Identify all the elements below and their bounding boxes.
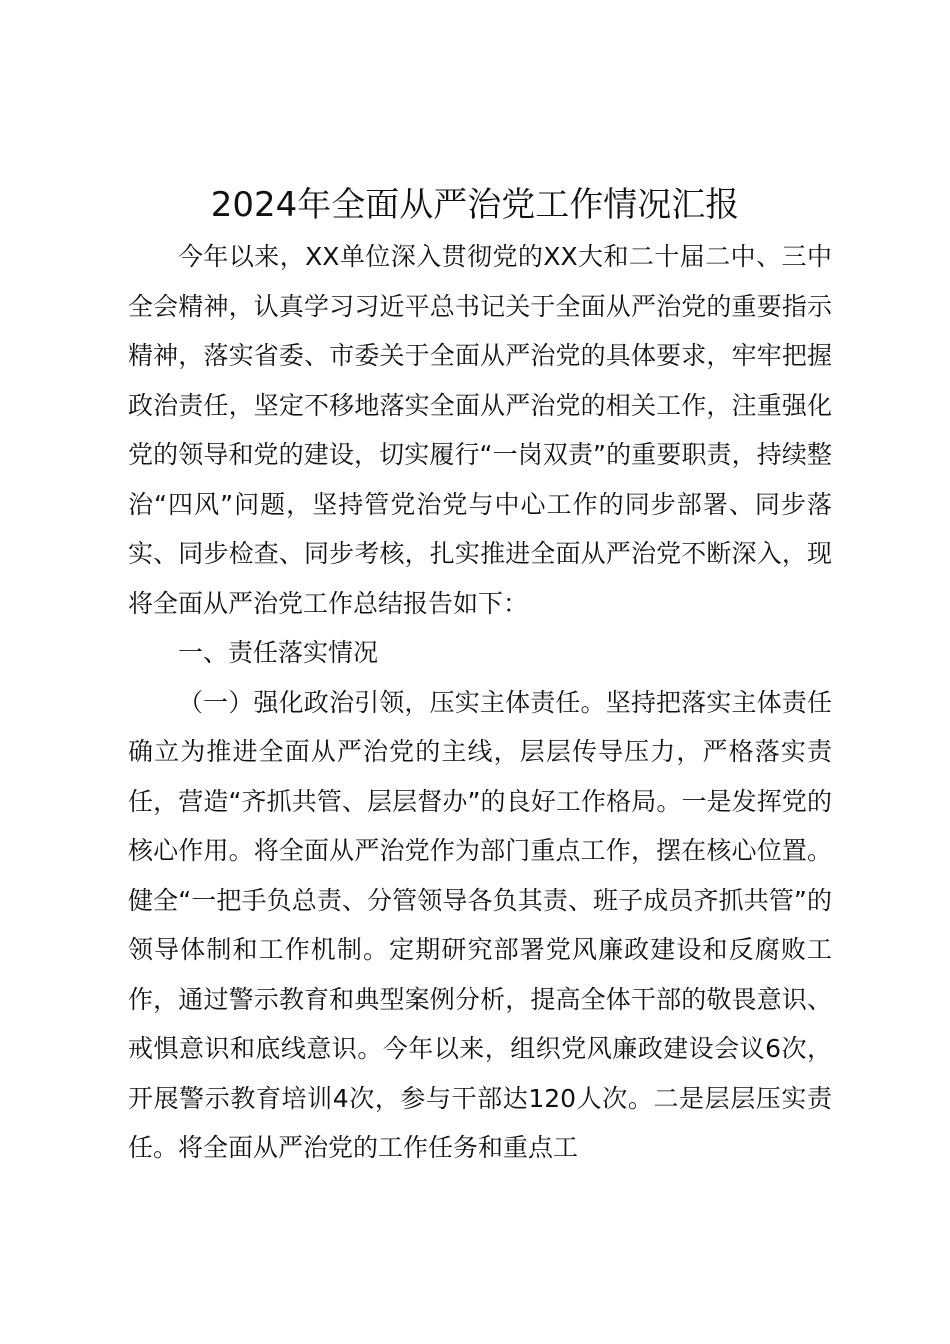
section-heading: 一、责任落实情况	[178, 638, 379, 667]
document-title: 2024年全面从严治党工作情况汇报	[210, 185, 740, 225]
document-body	[128, 232, 832, 1173]
subsection-paragraph: （一）强化政治引领，压实主体责任。坚持把落实主体责任确立为推进全面从严治党的主线，层层传导压力，严格落实责任，营造“齐抓共管、层层督办”的良好工作格局。一是发挥党的核心作用。将全面从严治党作为部门重点工作，摆在核心位置。健全“一把手负总责、分管领导各负其责、班子成员齐抓共管”的领导体制和工作机制。定期研究部署党风廉政建设和反腐败工作，通过警示教育和典型案例分析，提高全体干部的敬畏意识、戒惧意识和底线意识。今年以来，组织党风廉政建设会议6次，开展警示教育培训4次，参与干部达120人次。二是层层压实责任。将全面从严治党的工作任务和重点工	[128, 687, 832, 1162]
intro-paragraph: 今年以来，XX单位深入贯彻党的XX大和二十届二中、三中全会精神，认真学习习近平总书记关于全面从严治党的重要指示精神，落实省委、市委关于全面从严治党的具体要求，牢牢把握政治责任，坚定不移地落实全面从严治党的相关工作，注重强化党的领导和党的建设，切实履行“一岗双责”的重要职责，持续整治“四风”问题，坚持管党治党与中心工作的同步部署、同步落实、同步检查、同步考核，扎实推进全面从严治党不断深入，现将全面从严治党工作总结报告如下：	[128, 242, 832, 618]
